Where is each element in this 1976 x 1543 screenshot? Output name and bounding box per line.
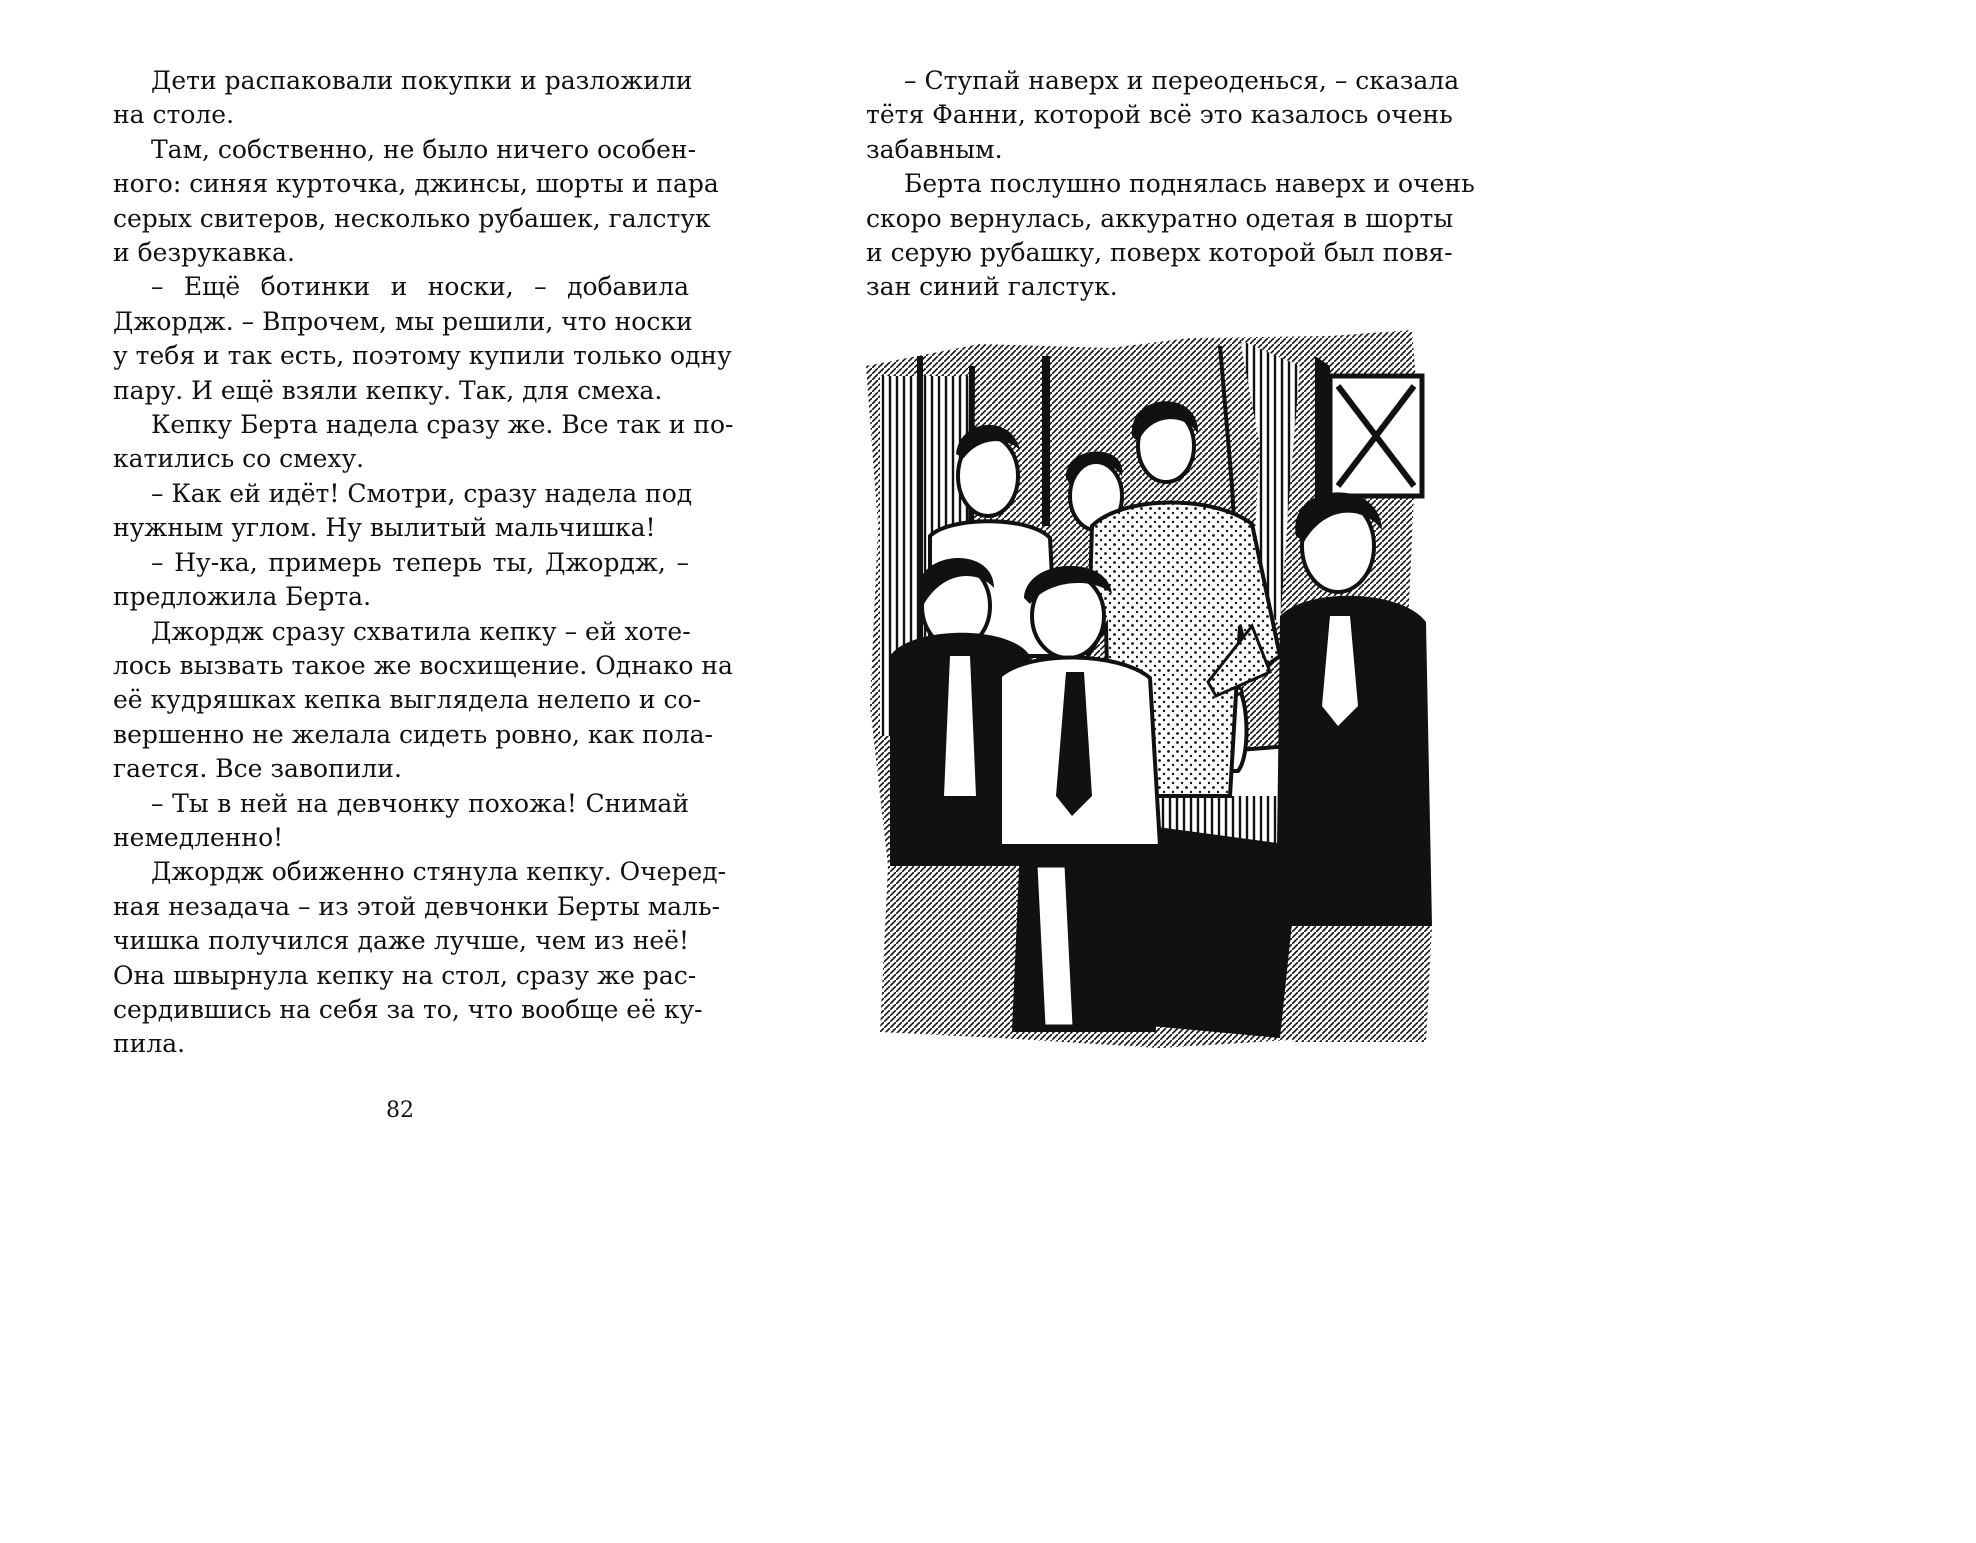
- left-page-text: [113, 64, 734, 1062]
- text-line: гается. Все завопили.: [113, 754, 402, 784]
- text-line: Джордж сразу схватила кепку – ей хоте-: [151, 616, 691, 646]
- paragraph: [866, 64, 1460, 167]
- paragraph: [113, 270, 732, 408]
- text-line: серых свитеров, несколько рубашек, галстук: [113, 203, 711, 233]
- text-line: нужным углом. Ну вылитый мальчишка!: [113, 513, 656, 543]
- text-line: сердившись на себя за то, что вообще её ку-: [113, 994, 703, 1024]
- text-line: забавным.: [866, 134, 1003, 164]
- text-line: ного: синяя курточка, джинсы, шорты и пара: [113, 169, 719, 199]
- text-line: её кудряшках кепка выглядела нелепо и со-: [113, 685, 701, 715]
- paragraph: [113, 546, 689, 615]
- text-line: пила.: [113, 1029, 186, 1059]
- text-line: у тебя и так есть, поэтому купили только одну: [113, 341, 732, 371]
- text-line: на столе.: [113, 100, 235, 130]
- right-page-text: [866, 64, 1475, 305]
- paragraph: [113, 133, 719, 271]
- paragraph: [113, 615, 733, 787]
- text-line: Там, собственно, не было ничего особен-: [151, 134, 697, 164]
- text-line: ная незадача – из этой девчонки Берты маль-: [113, 891, 721, 921]
- paragraph: [113, 408, 734, 477]
- illustration-children-at-table-icon: [860, 326, 1440, 1048]
- text-line: лось вызвать такое же восхищение. Однако на: [113, 650, 733, 680]
- text-line: скоро вернулась, аккуратно одетая в шорты: [866, 203, 1454, 233]
- text-line: – Ещё ботинки и носки, – добавила: [151, 272, 689, 302]
- text-line: и безрукавка.: [113, 238, 295, 268]
- paragraph: [113, 64, 693, 133]
- text-line: Берта послушно поднялась наверх и очень: [904, 169, 1475, 199]
- paragraph: [113, 855, 727, 1061]
- text-line: Она швырнула кепку на стол, сразу же рас-: [113, 960, 697, 990]
- text-line: Джордж обиженно стянула кепку. Очеред-: [151, 857, 727, 887]
- text-line: пару. И ещё взяли кепку. Так, для смеха.: [113, 375, 663, 405]
- paragraph: [113, 787, 689, 856]
- text-line: Джордж. – Впрочем, мы решили, что носки: [113, 306, 693, 336]
- text-line: тётя Фанни, которой всё это казалось очень: [866, 100, 1453, 130]
- text-line: Кепку Берта надела сразу же. Все так и по-: [151, 410, 734, 440]
- paragraph: [113, 477, 693, 546]
- text-line: зан синий галстук.: [866, 272, 1118, 302]
- text-line: – Ступай наверх и переоденься, – сказала: [904, 66, 1460, 95]
- text-line: вершенно не желала сидеть ровно, как пола-: [113, 719, 713, 749]
- text-line: Дети распаковали покупки и разложили: [151, 66, 693, 95]
- text-line: предложила Берта.: [113, 582, 372, 612]
- text-line: катились со смеху.: [113, 444, 365, 474]
- paragraph: [866, 167, 1475, 305]
- text-line: чишка получился даже лучше, чем из неё!: [113, 926, 689, 956]
- text-line: – Ну-ка, примерь теперь ты, Джордж, –: [151, 547, 689, 577]
- page-number: 82: [386, 1098, 414, 1123]
- text-line: немедленно!: [113, 822, 284, 852]
- text-line: и серую рубашку, поверх которой был повя-: [866, 238, 1453, 268]
- text-line: – Как ей идёт! Смотри, сразу надела под: [151, 478, 693, 508]
- text-line: – Ты в ней на девчонку похожа! Снимай: [151, 788, 689, 818]
